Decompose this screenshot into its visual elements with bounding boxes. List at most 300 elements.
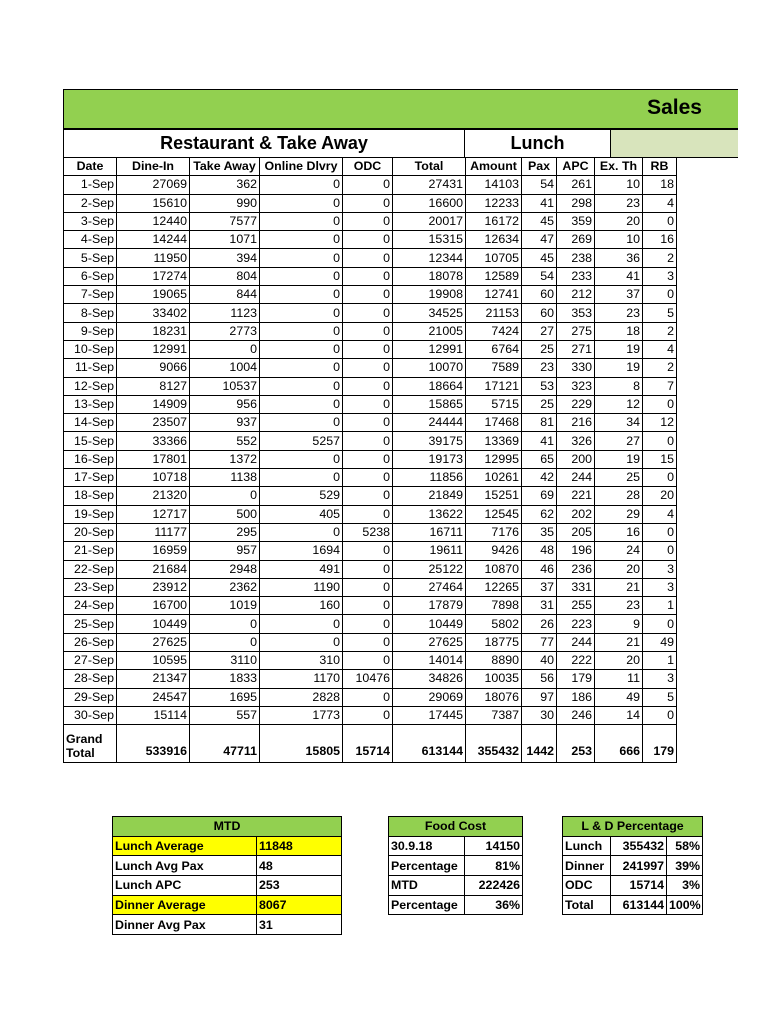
table-row — [64, 414, 677, 432]
table-row — [64, 505, 677, 523]
table-cell: 1019 — [190, 597, 260, 615]
table-cell: 37 — [522, 578, 557, 596]
table-cell: 11950 — [117, 249, 190, 267]
table-cell: 33402 — [117, 304, 190, 322]
table-cell: 19611 — [393, 542, 466, 560]
table-row — [64, 194, 677, 212]
table-cell: 77 — [522, 633, 557, 651]
table-cell: 160 — [260, 597, 343, 615]
table-cell: 0 — [260, 414, 343, 432]
table-cell: 27625 — [393, 633, 466, 651]
table-row — [64, 340, 677, 358]
mtd-label: Lunch Avg Pax — [113, 856, 257, 876]
table-row — [64, 212, 677, 230]
table-cell: 200 — [557, 450, 595, 468]
table-cell: 13369 — [466, 432, 522, 450]
ld-percentage-header: L & D Percentage — [563, 817, 703, 837]
table-cell: 27464 — [393, 578, 466, 596]
table-cell: 18-Sep — [64, 487, 117, 505]
table-cell: 14014 — [393, 652, 466, 670]
food-cost-row — [389, 836, 523, 856]
table-cell: 53 — [522, 377, 557, 395]
column-header-row — [64, 158, 677, 176]
table-row — [64, 578, 677, 596]
table-cell: 0 — [343, 652, 393, 670]
table-cell: 2 — [643, 249, 677, 267]
grand-total-label-line1: Grand — [66, 732, 103, 747]
table-cell: 552 — [190, 432, 260, 450]
grand-total-row — [64, 725, 677, 763]
table-cell: 1170 — [260, 670, 343, 688]
table-cell: 19 — [595, 359, 643, 377]
restaurant-section-header: Restaurant & Take Away — [63, 129, 465, 158]
column-header: Ex. Th — [595, 158, 643, 176]
table-cell: 0 — [190, 487, 260, 505]
table-cell: 24 — [595, 542, 643, 560]
table-cell: 41 — [522, 194, 557, 212]
food-cost-row — [389, 856, 523, 876]
ld-percent: 39% — [667, 856, 703, 876]
table-cell: 16711 — [393, 523, 466, 541]
table-cell: 1372 — [190, 450, 260, 468]
mtd-row — [113, 915, 342, 935]
table-cell: 1773 — [260, 706, 343, 724]
column-header: Dine-In — [117, 158, 190, 176]
sales-table-body — [64, 176, 677, 763]
table-cell: 19908 — [393, 286, 466, 304]
table-cell: 0 — [343, 377, 393, 395]
table-cell: 331 — [557, 578, 595, 596]
ld-amount: 355432 — [611, 836, 667, 856]
table-cell: 54 — [522, 267, 557, 285]
table-cell: 0 — [260, 231, 343, 249]
table-cell: 0 — [260, 523, 343, 541]
grand-total-value: 253 — [557, 725, 595, 763]
table-cell: 20 — [595, 212, 643, 230]
table-cell: 0 — [260, 176, 343, 194]
table-cell: 12589 — [466, 267, 522, 285]
table-cell: 229 — [557, 395, 595, 413]
ld-row — [563, 856, 703, 876]
table-cell: 0 — [343, 542, 393, 560]
mtd-value: 253 — [257, 876, 342, 896]
table-cell: 25-Sep — [64, 615, 117, 633]
table-cell: 14103 — [466, 176, 522, 194]
table-cell: 7387 — [466, 706, 522, 724]
grand-total-value: 533916 — [117, 725, 190, 763]
table-cell: 34 — [595, 414, 643, 432]
table-cell: 12717 — [117, 505, 190, 523]
table-cell: 12634 — [466, 231, 522, 249]
table-cell: 0 — [343, 432, 393, 450]
table-cell: 27 — [522, 322, 557, 340]
table-cell: 557 — [190, 706, 260, 724]
table-cell: 196 — [557, 542, 595, 560]
table-row — [64, 450, 677, 468]
table-cell: 12995 — [466, 450, 522, 468]
table-cell: 15114 — [117, 706, 190, 724]
table-cell: 25 — [522, 395, 557, 413]
table-cell: 0 — [343, 212, 393, 230]
table-cell: 0 — [343, 249, 393, 267]
table-cell: 2362 — [190, 578, 260, 596]
table-cell: 326 — [557, 432, 595, 450]
table-cell: 11177 — [117, 523, 190, 541]
table-cell: 7589 — [466, 359, 522, 377]
table-cell: 28 — [595, 487, 643, 505]
table-row — [64, 487, 677, 505]
table-cell: 23912 — [117, 578, 190, 596]
sheet-title: Sales — [647, 96, 702, 119]
table-cell: 6764 — [466, 340, 522, 358]
mtd-table — [112, 816, 342, 935]
table-cell: 49 — [595, 688, 643, 706]
food-cost-row — [389, 876, 523, 896]
table-cell: 12991 — [393, 340, 466, 358]
table-cell: 21320 — [117, 487, 190, 505]
table-cell: 21 — [595, 578, 643, 596]
table-cell: 0 — [343, 304, 393, 322]
table-cell: 205 — [557, 523, 595, 541]
table-cell: 23 — [595, 304, 643, 322]
table-cell: 9-Sep — [64, 322, 117, 340]
table-row — [64, 267, 677, 285]
mtd-label: Lunch Average — [113, 836, 257, 856]
table-cell: 42 — [522, 469, 557, 487]
table-cell: 10 — [595, 231, 643, 249]
table-cell: 1694 — [260, 542, 343, 560]
table-row — [64, 523, 677, 541]
table-cell: 0 — [343, 560, 393, 578]
table-cell: 39175 — [393, 432, 466, 450]
table-cell: 804 — [190, 267, 260, 285]
table-cell: 20 — [643, 487, 677, 505]
table-cell: 28-Sep — [64, 670, 117, 688]
table-cell: 19065 — [117, 286, 190, 304]
food-cost-label: Percentage — [389, 895, 465, 915]
table-cell: 330 — [557, 359, 595, 377]
column-header: ODC — [343, 158, 393, 176]
table-cell: 18 — [643, 176, 677, 194]
table-cell: 21-Sep — [64, 542, 117, 560]
table-cell: 21005 — [393, 322, 466, 340]
table-cell: 7898 — [466, 597, 522, 615]
table-cell: 244 — [557, 469, 595, 487]
table-cell: 0 — [343, 231, 393, 249]
table-cell: 10 — [595, 176, 643, 194]
ld-row — [563, 895, 703, 915]
table-cell: 27069 — [117, 176, 190, 194]
ld-amount: 613144 — [611, 895, 667, 915]
ld-label: Dinner — [563, 856, 611, 876]
table-cell: 1695 — [190, 688, 260, 706]
table-cell: 35 — [522, 523, 557, 541]
table-cell: 7176 — [466, 523, 522, 541]
table-cell: 16600 — [393, 194, 466, 212]
table-cell: 10705 — [466, 249, 522, 267]
table-cell: 45 — [522, 212, 557, 230]
table-row — [64, 670, 677, 688]
table-cell: 29-Sep — [64, 688, 117, 706]
table-cell: 0 — [190, 615, 260, 633]
table-cell: 269 — [557, 231, 595, 249]
table-cell: 957 — [190, 542, 260, 560]
table-cell: 275 — [557, 322, 595, 340]
table-cell: 844 — [190, 286, 260, 304]
table-row — [64, 432, 677, 450]
table-cell: 0 — [343, 414, 393, 432]
column-header: APC — [557, 158, 595, 176]
table-cell: 0 — [343, 450, 393, 468]
table-cell: 491 — [260, 560, 343, 578]
table-cell: 353 — [557, 304, 595, 322]
table-cell: 0 — [343, 505, 393, 523]
table-cell: 0 — [343, 286, 393, 304]
table-cell: 0 — [643, 395, 677, 413]
table-cell: 14-Sep — [64, 414, 117, 432]
food-cost-label: 30.9.18 — [389, 836, 465, 856]
table-row — [64, 633, 677, 651]
food-cost-value: 14150 — [465, 836, 523, 856]
table-cell: 18231 — [117, 322, 190, 340]
table-cell: 405 — [260, 505, 343, 523]
table-row — [64, 249, 677, 267]
table-cell: 8-Sep — [64, 304, 117, 322]
table-cell: 255 — [557, 597, 595, 615]
table-cell: 10718 — [117, 469, 190, 487]
table-cell: 29 — [595, 505, 643, 523]
table-cell: 0 — [260, 359, 343, 377]
table-cell: 17445 — [393, 706, 466, 724]
table-cell: 0 — [643, 542, 677, 560]
mtd-row — [113, 836, 342, 856]
table-cell: 3110 — [190, 652, 260, 670]
table-cell: 0 — [260, 194, 343, 212]
table-cell: 0 — [260, 395, 343, 413]
mtd-value: 8067 — [257, 895, 342, 915]
table-cell: 8 — [595, 377, 643, 395]
table-cell: 2 — [643, 359, 677, 377]
table-cell: 0 — [343, 688, 393, 706]
table-cell: 223 — [557, 615, 595, 633]
table-cell: 56 — [522, 670, 557, 688]
food-cost-header: Food Cost — [389, 817, 523, 837]
table-cell: 15251 — [466, 487, 522, 505]
table-cell: 15-Sep — [64, 432, 117, 450]
table-cell: 6-Sep — [64, 267, 117, 285]
table-row — [64, 560, 677, 578]
sales-table — [63, 157, 677, 763]
table-cell: 15610 — [117, 194, 190, 212]
table-cell: 233 — [557, 267, 595, 285]
table-cell: 10449 — [117, 615, 190, 633]
table-cell: 19 — [595, 340, 643, 358]
table-cell: 13-Sep — [64, 395, 117, 413]
table-cell: 21153 — [466, 304, 522, 322]
ld-label: Lunch — [563, 836, 611, 856]
table-cell: 30 — [522, 706, 557, 724]
table-cell: 2 — [643, 322, 677, 340]
table-cell: 24444 — [393, 414, 466, 432]
table-cell: 36 — [595, 249, 643, 267]
table-cell: 31 — [522, 597, 557, 615]
table-cell: 222 — [557, 652, 595, 670]
table-cell: 1123 — [190, 304, 260, 322]
table-cell: 0 — [343, 359, 393, 377]
table-cell: 40 — [522, 652, 557, 670]
mtd-row — [113, 895, 342, 915]
grand-total-value: 1442 — [522, 725, 557, 763]
table-row — [64, 286, 677, 304]
table-cell: 0 — [343, 633, 393, 651]
table-row — [64, 688, 677, 706]
table-cell: 12233 — [466, 194, 522, 212]
table-cell: 246 — [557, 706, 595, 724]
table-cell: 19173 — [393, 450, 466, 468]
table-cell: 5257 — [260, 432, 343, 450]
table-cell: 529 — [260, 487, 343, 505]
table-cell: 29069 — [393, 688, 466, 706]
table-cell: 12344 — [393, 249, 466, 267]
table-row — [64, 542, 677, 560]
table-row — [64, 597, 677, 615]
table-cell: 17468 — [466, 414, 522, 432]
grand-total-value: 47711 — [190, 725, 260, 763]
grand-total-value: 15805 — [260, 725, 343, 763]
table-cell: 17879 — [393, 597, 466, 615]
table-cell: 7577 — [190, 212, 260, 230]
table-cell: 500 — [190, 505, 260, 523]
table-row — [64, 377, 677, 395]
table-cell: 0 — [260, 249, 343, 267]
column-header: RB — [643, 158, 677, 176]
table-cell: 23 — [522, 359, 557, 377]
table-cell: 9066 — [117, 359, 190, 377]
table-cell: 1071 — [190, 231, 260, 249]
ld-amount: 241997 — [611, 856, 667, 876]
table-cell: 0 — [343, 267, 393, 285]
table-cell: 21 — [595, 633, 643, 651]
table-cell: 18 — [595, 322, 643, 340]
lunch-section-header: Lunch — [464, 129, 611, 158]
table-cell: 3 — [643, 578, 677, 596]
table-cell: 8890 — [466, 652, 522, 670]
table-cell: 3 — [643, 560, 677, 578]
table-cell: 18078 — [393, 267, 466, 285]
ld-label: ODC — [563, 876, 611, 896]
food-cost-label: Percentage — [389, 856, 465, 876]
table-cell: 10-Sep — [64, 340, 117, 358]
table-row — [64, 615, 677, 633]
table-cell: 359 — [557, 212, 595, 230]
column-header: Online Dlvry — [260, 158, 343, 176]
table-cell: 298 — [557, 194, 595, 212]
mtd-value: 48 — [257, 856, 342, 876]
food-cost-table — [388, 816, 523, 915]
table-cell: 18076 — [466, 688, 522, 706]
table-cell: 20 — [595, 652, 643, 670]
header-fill-strip — [611, 129, 738, 158]
table-cell: 1 — [643, 652, 677, 670]
table-cell: 15 — [643, 450, 677, 468]
table-cell: 271 — [557, 340, 595, 358]
table-cell: 21849 — [393, 487, 466, 505]
column-header: Amount — [466, 158, 522, 176]
table-cell: 0 — [260, 286, 343, 304]
table-cell: 2-Sep — [64, 194, 117, 212]
table-cell: 23 — [595, 597, 643, 615]
table-cell: 14909 — [117, 395, 190, 413]
ld-row — [563, 876, 703, 896]
table-cell: 25122 — [393, 560, 466, 578]
table-cell: 19-Sep — [64, 505, 117, 523]
table-cell: 11856 — [393, 469, 466, 487]
grand-total-value: 179 — [643, 725, 677, 763]
table-cell: 0 — [343, 469, 393, 487]
mtd-row — [113, 856, 342, 876]
table-cell: 10537 — [190, 377, 260, 395]
table-cell: 19 — [595, 450, 643, 468]
table-cell: 0 — [343, 578, 393, 596]
table-cell: 9426 — [466, 542, 522, 560]
table-cell: 34525 — [393, 304, 466, 322]
table-cell: 12440 — [117, 212, 190, 230]
table-cell: 12 — [595, 395, 643, 413]
mtd-value: 11848 — [257, 836, 342, 856]
grand-total-value: 666 — [595, 725, 643, 763]
table-cell: 13622 — [393, 505, 466, 523]
table-cell: 12-Sep — [64, 377, 117, 395]
table-cell: 16959 — [117, 542, 190, 560]
table-cell: 5-Sep — [64, 249, 117, 267]
table-cell: 10476 — [343, 670, 393, 688]
table-cell: 17274 — [117, 267, 190, 285]
table-cell: 4 — [643, 340, 677, 358]
table-cell: 23 — [595, 194, 643, 212]
table-cell: 12741 — [466, 286, 522, 304]
grand-total-value: 613144 — [393, 725, 466, 763]
table-cell: 990 — [190, 194, 260, 212]
table-cell: 16172 — [466, 212, 522, 230]
table-cell: 179 — [557, 670, 595, 688]
table-cell: 7 — [643, 377, 677, 395]
table-cell: 362 — [190, 176, 260, 194]
food-cost-value: 222426 — [465, 876, 523, 896]
table-cell: 0 — [643, 212, 677, 230]
table-cell: 4 — [643, 194, 677, 212]
table-cell: 12545 — [466, 505, 522, 523]
table-cell: 0 — [643, 469, 677, 487]
table-cell: 27 — [595, 432, 643, 450]
table-cell: 17-Sep — [64, 469, 117, 487]
table-cell: 2773 — [190, 322, 260, 340]
table-cell: 18664 — [393, 377, 466, 395]
table-cell: 238 — [557, 249, 595, 267]
table-cell: 295 — [190, 523, 260, 541]
table-cell: 10870 — [466, 560, 522, 578]
table-cell: 2828 — [260, 688, 343, 706]
table-cell: 18775 — [466, 633, 522, 651]
table-cell: 17121 — [466, 377, 522, 395]
table-cell: 20017 — [393, 212, 466, 230]
table-cell: 11 — [595, 670, 643, 688]
sales-title-band — [63, 89, 738, 129]
table-cell: 5 — [643, 688, 677, 706]
table-cell: 7424 — [466, 322, 522, 340]
table-cell: 216 — [557, 414, 595, 432]
table-cell: 20 — [595, 560, 643, 578]
table-cell: 0 — [260, 212, 343, 230]
